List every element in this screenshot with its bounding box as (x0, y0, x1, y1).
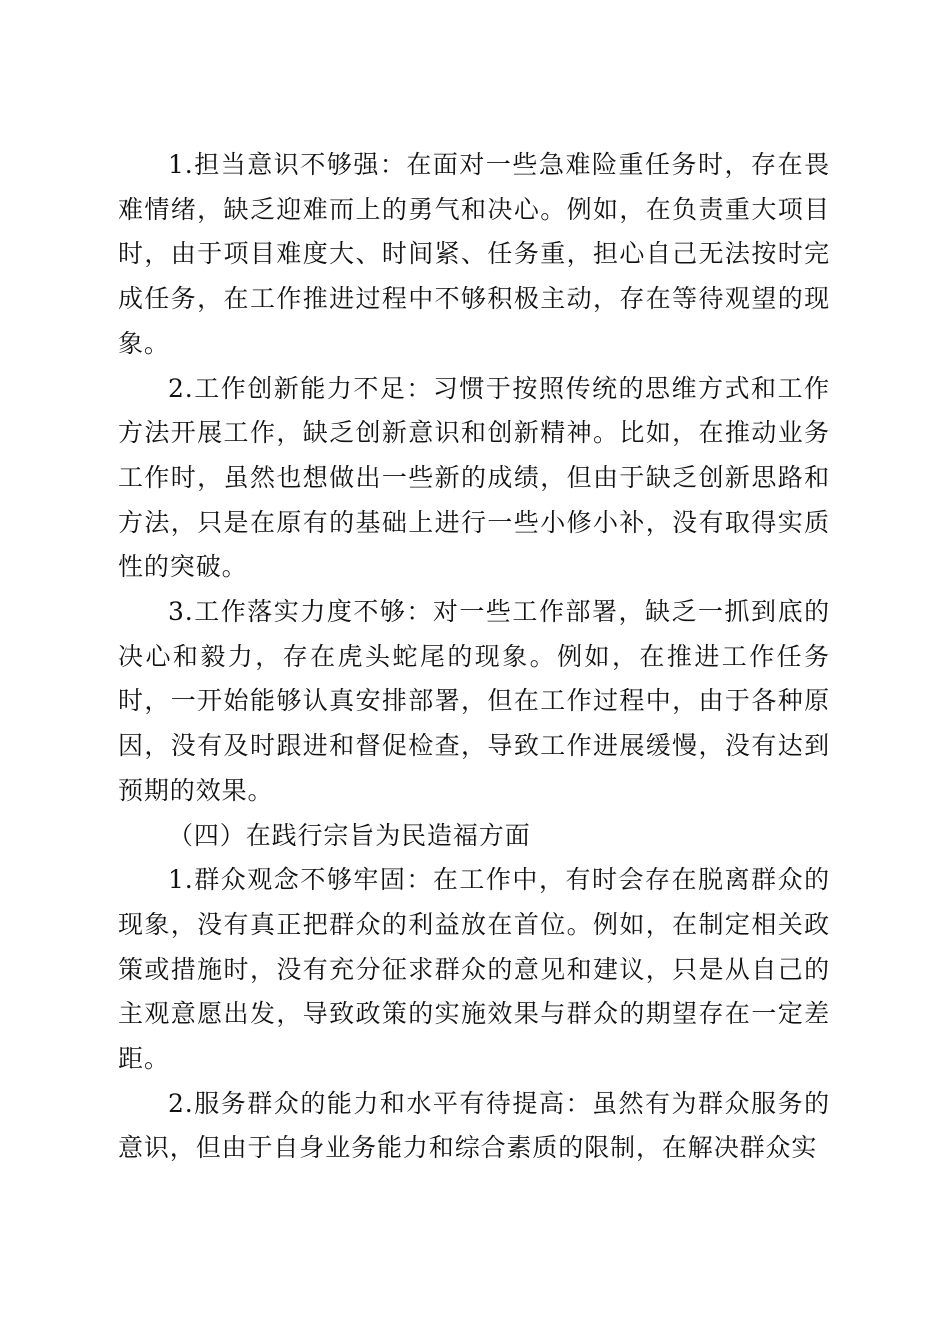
paragraph-implementation: 3.工作落实力度不够：对一些工作部署，缺乏一抓到底的决心和毅力，存在虎头蛇尾的现象。例如，在推进工作任务时，一开始能够认真安排部署，但在工作过程中，由于各种原因，没有及时跟进和督促检查，导致工作进展缓慢，没有达到预期的效果。 (118, 597, 830, 805)
document-body (118, 143, 830, 1171)
paragraph-innovation: 2.工作创新能力不足：习惯于按照传统的思维方式和工作方法开展工作，缺乏创新意识和创新精神。比如，在推动业务工作时，虽然也想做出一些新的成绩，但由于缺乏创新思路和方法，只是在原有的基础上进行一些小修小补，没有取得实质性的突破。 (118, 373, 830, 582)
paragraph-responsibility: 1.担当意识不够强：在面对一些急难险重任务时，存在畏难情绪，缺乏迎难而上的勇气和决心。例如，在负责重大项目时，由于项目难度大、时间紧、任务重，担心自己无法按时完成任务，在工作推进过程中不够积极主动，存在等待观望的现象。 (118, 150, 830, 358)
paragraph-mass-concept: 1.群众观念不够牢固：在工作中，有时会存在脱离群众的现象，没有真正把群众的利益放在首位。例如，在制定相关政策或措施时，没有充分征求群众的意见和建议，只是从自己的主观意愿出发，导致政策的实施效果与群众的期望存在一定差距。 (118, 865, 830, 1074)
section-heading: （四）在践行宗旨为民造福方面 (168, 820, 531, 850)
paragraph-service-ability: 2.服务群众的能力和水平有待提高：虽然有为群众服务的意识，但由于自身业务能力和综合素质的限制，在解决群众实 (118, 1088, 830, 1163)
